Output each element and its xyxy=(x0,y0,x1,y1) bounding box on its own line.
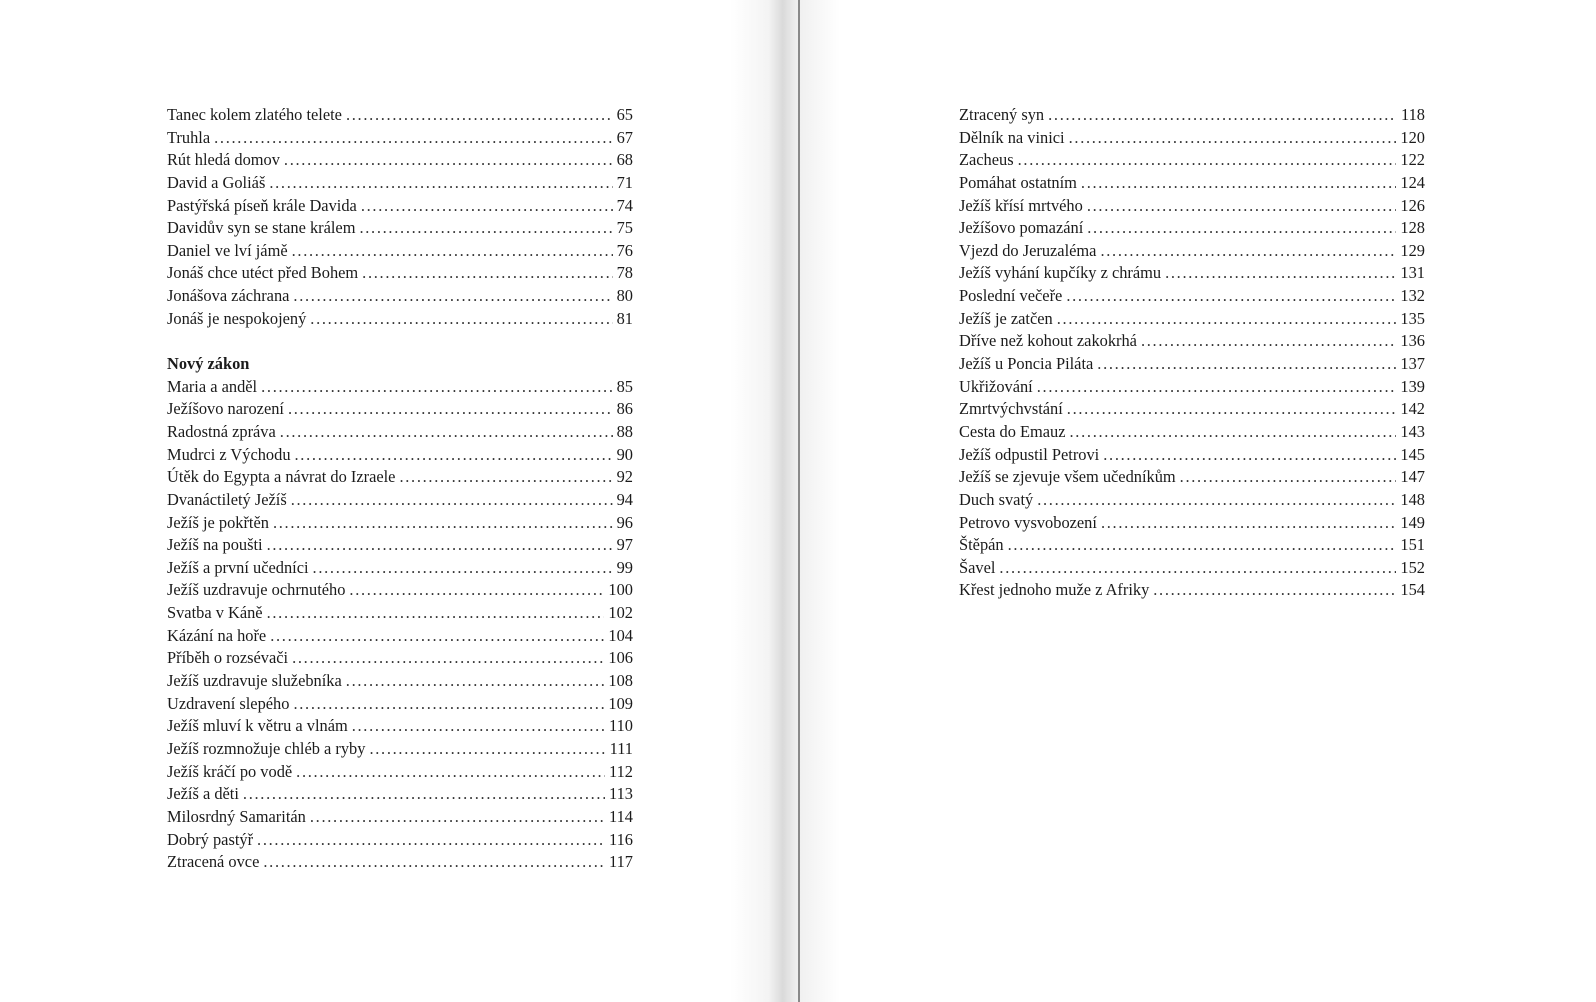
toc-entry xyxy=(167,308,633,331)
toc-dot-leader xyxy=(1153,579,1396,602)
toc-entry xyxy=(167,625,633,648)
toc-entry-title: Ježíš se zjevuje všem učedníkům xyxy=(959,467,1176,487)
toc-entry-page-number: 85 xyxy=(616,376,633,396)
toc-list-new-testament-continued xyxy=(959,104,1425,602)
toc-entry xyxy=(959,262,1425,285)
toc-dot-leader xyxy=(1057,308,1397,331)
toc-dot-leader xyxy=(1037,489,1396,512)
toc-entry-title: Ježíšovo narození xyxy=(167,399,284,419)
toc-entry xyxy=(167,761,633,784)
toc-entry-page-number: 129 xyxy=(1400,240,1425,260)
toc-entry-title: Daniel ve lví jámě xyxy=(167,240,288,260)
book-gutter-shadow xyxy=(730,0,840,1002)
toc-entry xyxy=(959,353,1425,376)
toc-entry-title: Ježíš je pokřtěn xyxy=(167,512,269,532)
toc-entry-page-number: 118 xyxy=(1401,105,1425,124)
toc-dot-leader xyxy=(1037,376,1397,399)
toc-entry-page-number: 151 xyxy=(1400,535,1425,555)
toc-entry-title: Ježíš odpustil Petrovi xyxy=(959,444,1100,464)
toc-entry-page-number: 126 xyxy=(1400,195,1425,215)
toc-entry xyxy=(959,421,1425,444)
toc-entry xyxy=(959,557,1425,580)
toc-entry xyxy=(167,240,633,263)
toc-dot-leader xyxy=(1165,262,1396,285)
toc-dot-leader xyxy=(359,217,612,240)
toc-entry xyxy=(167,670,633,693)
toc-entry xyxy=(959,149,1425,172)
toc-dot-leader xyxy=(291,489,613,512)
toc-entry-page-number: 108 xyxy=(608,671,633,691)
toc-entry xyxy=(959,104,1425,127)
toc-dot-leader xyxy=(1087,217,1396,240)
toc-entry-page-number: 116 xyxy=(609,829,633,849)
toc-entry xyxy=(167,738,633,761)
toc-entry xyxy=(959,444,1425,467)
toc-entry xyxy=(959,376,1425,399)
toc-entry-title: Rút hledá domov xyxy=(167,150,280,170)
toc-entry-page-number: 114 xyxy=(609,806,633,826)
toc-entry-title: Kázání na hoře xyxy=(167,625,267,645)
toc-entry-page-number: 78 xyxy=(616,263,633,283)
toc-entry xyxy=(959,512,1425,535)
toc-entry-title: Petrovo vysvobození xyxy=(959,512,1097,532)
toc-entry-title: Ježíš vyhání kupčíky z chrámu xyxy=(959,263,1162,283)
book-gutter-line xyxy=(798,0,800,1002)
toc-entry-title: Ježíš uzdravuje služebníka xyxy=(167,671,342,691)
right-page-toc xyxy=(959,104,1425,602)
toc-entry-title: Davidův syn se stane králem xyxy=(167,218,356,238)
toc-entry-title: Příběh o rozsévači xyxy=(167,648,289,668)
toc-entry-title: Ukřižování xyxy=(959,376,1033,396)
toc-dot-leader xyxy=(346,670,605,693)
toc-dot-leader xyxy=(1180,466,1397,489)
toc-entry-title: Svatba v Káně xyxy=(167,603,263,623)
toc-list-new-testament xyxy=(167,376,633,874)
toc-entry xyxy=(167,851,633,874)
toc-entry xyxy=(167,534,633,557)
toc-entry xyxy=(167,693,633,716)
toc-entry xyxy=(959,127,1425,150)
toc-entry-page-number: 97 xyxy=(616,535,633,555)
toc-entry-page-number: 102 xyxy=(608,603,633,623)
toc-entry-title: Zacheus xyxy=(959,150,1014,170)
toc-entry-page-number: 113 xyxy=(609,784,633,804)
toc-dot-leader xyxy=(310,308,612,331)
toc-entry-page-number: 128 xyxy=(1400,218,1425,238)
toc-entry-title: Dělník na vinici xyxy=(959,127,1065,147)
toc-entry-title: Ježíš mluví k větru a vlnám xyxy=(167,716,348,736)
toc-entry xyxy=(959,534,1425,557)
toc-entry-title: Jonášova záchrana xyxy=(167,286,290,306)
toc-dot-leader xyxy=(1067,398,1397,421)
toc-entry-title: Truhla xyxy=(167,127,211,147)
toc-entry-title: Ježíš u Poncia Piláta xyxy=(959,354,1094,374)
toc-entry xyxy=(167,376,633,399)
toc-entry-title: Ježíš na poušti xyxy=(167,535,263,555)
toc-entry-title: Uzdravení slepého xyxy=(167,693,290,713)
toc-entry-page-number: 137 xyxy=(1400,354,1425,374)
toc-dot-leader xyxy=(361,195,613,218)
toc-dot-leader xyxy=(310,806,605,829)
toc-entry xyxy=(167,421,633,444)
toc-entry-title: Útěk do Egypta a návrat do Izraele xyxy=(167,467,396,487)
toc-entry-page-number: 96 xyxy=(616,512,633,532)
toc-entry-page-number: 76 xyxy=(616,240,633,260)
toc-entry-page-number: 112 xyxy=(609,761,633,781)
toc-dot-leader xyxy=(369,738,605,761)
toc-dot-leader xyxy=(257,829,605,852)
toc-entry-title: Poslední večeře xyxy=(959,286,1063,306)
toc-entry xyxy=(167,647,633,670)
toc-entry-page-number: 110 xyxy=(609,716,633,736)
toc-dot-leader xyxy=(1100,240,1396,263)
toc-dot-leader xyxy=(295,444,613,467)
toc-dot-leader xyxy=(1141,330,1396,353)
toc-dot-leader xyxy=(280,421,613,444)
toc-dot-leader xyxy=(1103,444,1396,467)
toc-entry-page-number: 132 xyxy=(1400,286,1425,306)
toc-entry-title: Ježíš rozmnožuje chléb a ryby xyxy=(167,738,366,758)
toc-dot-leader xyxy=(1070,421,1397,444)
toc-entry-title: Ježíš a děti xyxy=(167,784,239,804)
toc-dot-leader xyxy=(267,534,613,557)
toc-entry-title: Ježíš křísí mrtvého xyxy=(959,195,1083,215)
toc-entry xyxy=(959,240,1425,263)
toc-entry-page-number: 104 xyxy=(608,625,633,645)
toc-dot-leader xyxy=(292,647,604,670)
toc-entry-title: Duch svatý xyxy=(959,489,1034,509)
toc-entry-title: Jonáš chce utéct před Bohem xyxy=(167,263,359,283)
toc-entry xyxy=(959,466,1425,489)
toc-entry-page-number: 120 xyxy=(1400,127,1425,147)
toc-entry-page-number: 143 xyxy=(1400,421,1425,441)
toc-dot-leader xyxy=(1097,353,1396,376)
toc-entry-page-number: 148 xyxy=(1400,489,1425,509)
toc-dot-leader xyxy=(1081,172,1396,195)
toc-entry-title: Jonáš je nespokojený xyxy=(167,308,307,328)
toc-entry-title: Šavel xyxy=(959,557,996,577)
toc-entry xyxy=(959,398,1425,421)
toc-dot-leader xyxy=(273,512,613,535)
toc-entry xyxy=(167,285,633,308)
toc-entry-page-number: 147 xyxy=(1400,467,1425,487)
toc-entry-title: Cesta do Emauz xyxy=(959,421,1066,441)
toc-entry-page-number: 136 xyxy=(1400,331,1425,351)
toc-entry-page-number: 139 xyxy=(1400,376,1425,396)
toc-entry xyxy=(959,195,1425,218)
toc-dot-leader xyxy=(296,761,605,784)
toc-entry-title: Pomáhat ostatním xyxy=(959,172,1077,192)
toc-entry xyxy=(167,512,633,535)
toc-entry-title: Milosrdný Samaritán xyxy=(167,806,306,826)
toc-dot-leader xyxy=(1066,285,1396,308)
toc-entry-page-number: 74 xyxy=(616,195,633,215)
toc-entry xyxy=(167,172,633,195)
toc-entry xyxy=(959,330,1425,353)
toc-entry-title: Dobrý pastýř xyxy=(167,829,254,849)
toc-dot-leader xyxy=(999,557,1396,580)
toc-entry xyxy=(167,444,633,467)
toc-dot-leader xyxy=(352,715,605,738)
toc-entry-page-number: 149 xyxy=(1400,512,1425,532)
toc-entry-title: Křest jednoho muže z Afriky xyxy=(959,580,1150,600)
toc-dot-leader xyxy=(292,240,613,263)
toc-entry-page-number: 122 xyxy=(1400,150,1425,170)
toc-dot-leader xyxy=(267,602,605,625)
toc-dot-leader xyxy=(362,262,612,285)
toc-entry-page-number: 80 xyxy=(616,286,633,306)
toc-dot-leader xyxy=(293,693,604,716)
toc-entry xyxy=(167,104,633,127)
toc-dot-leader xyxy=(1101,512,1396,535)
toc-entry-title: Zmrtvýchvstání xyxy=(959,399,1063,419)
toc-list-old-testament-end xyxy=(167,104,633,330)
toc-entry-page-number: 135 xyxy=(1400,308,1425,328)
toc-dot-leader xyxy=(261,376,613,399)
toc-entry-title: Štěpán xyxy=(959,535,1004,555)
toc-entry-title: Ježíš uzdravuje ochrnutého xyxy=(167,580,346,600)
toc-entry xyxy=(959,308,1425,331)
toc-dot-leader xyxy=(1069,127,1397,150)
toc-entry-page-number: 67 xyxy=(616,127,633,147)
toc-dot-leader xyxy=(399,466,612,489)
toc-entry-page-number: 131 xyxy=(1400,263,1425,283)
toc-dot-leader xyxy=(1008,534,1397,557)
toc-entry-page-number: 109 xyxy=(608,693,633,713)
toc-dot-leader xyxy=(263,851,605,874)
toc-dot-leader xyxy=(269,172,612,195)
toc-entry xyxy=(167,557,633,580)
toc-entry-page-number: 86 xyxy=(616,399,633,419)
toc-dot-leader xyxy=(243,783,605,806)
toc-dot-leader xyxy=(293,285,612,308)
toc-entry xyxy=(167,806,633,829)
toc-entry-page-number: 145 xyxy=(1400,444,1425,464)
toc-entry-title: Ztracená ovce xyxy=(167,852,260,872)
toc-entry xyxy=(167,127,633,150)
toc-entry-page-number: 81 xyxy=(616,308,633,328)
toc-dot-leader xyxy=(313,557,613,580)
section-heading-new-testament: Nový zákon xyxy=(167,354,250,374)
toc-entry-title: Ježíšovo pomazání xyxy=(959,218,1084,238)
toc-entry-page-number: 152 xyxy=(1400,557,1425,577)
toc-dot-leader xyxy=(284,149,613,172)
toc-entry-title: Ježíš kráčí po vodě xyxy=(167,761,293,781)
toc-entry xyxy=(167,602,633,625)
toc-entry xyxy=(167,262,633,285)
toc-entry-title: Dvanáctiletý Ježíš xyxy=(167,489,287,509)
toc-dot-leader xyxy=(288,398,613,421)
toc-entry-title: Radostná zpráva xyxy=(167,421,276,441)
toc-entry-title: Mudrci z Východu xyxy=(167,444,291,464)
toc-entry xyxy=(167,217,633,240)
toc-entry-title: Ježíš a první učedníci xyxy=(167,557,309,577)
toc-entry-title: Ztracený syn xyxy=(959,105,1045,124)
toc-dot-leader xyxy=(1018,149,1397,172)
toc-entry xyxy=(167,579,633,602)
toc-entry-page-number: 142 xyxy=(1400,399,1425,419)
toc-entry-page-number: 100 xyxy=(608,580,633,600)
toc-entry-page-number: 92 xyxy=(616,467,633,487)
toc-dot-leader xyxy=(349,579,604,602)
toc-entry-title: Maria a anděl xyxy=(167,376,258,396)
toc-entry-page-number: 71 xyxy=(616,172,633,192)
toc-dot-leader xyxy=(1048,104,1397,127)
toc-entry xyxy=(167,149,633,172)
toc-entry-page-number: 117 xyxy=(609,852,633,872)
left-page-toc xyxy=(167,104,633,874)
toc-entry-page-number: 88 xyxy=(616,421,633,441)
toc-dot-leader xyxy=(1087,195,1397,218)
toc-entry-page-number: 154 xyxy=(1400,580,1425,600)
toc-entry-title: Pastýřská píseň krále Davida xyxy=(167,195,357,215)
toc-entry-page-number: 94 xyxy=(616,489,633,509)
toc-entry-page-number: 124 xyxy=(1400,172,1425,192)
toc-entry-page-number: 75 xyxy=(616,218,633,238)
toc-entry-title: Vjezd do Jeruzaléma xyxy=(959,240,1097,260)
toc-entry xyxy=(167,195,633,218)
toc-entry xyxy=(167,466,633,489)
toc-dot-leader xyxy=(346,104,613,127)
toc-entry-page-number: 65 xyxy=(616,105,633,124)
toc-entry xyxy=(167,489,633,512)
toc-entry xyxy=(167,829,633,852)
toc-entry xyxy=(959,579,1425,602)
toc-entry xyxy=(167,783,633,806)
toc-entry-title: Tanec kolem zlatého telete xyxy=(167,105,342,124)
toc-entry xyxy=(167,398,633,421)
toc-dot-leader xyxy=(270,625,604,648)
toc-entry xyxy=(167,715,633,738)
toc-entry-title: David a Goliáš xyxy=(167,172,266,192)
toc-entry-page-number: 90 xyxy=(616,444,633,464)
toc-entry xyxy=(959,172,1425,195)
toc-entry-title: Dříve než kohout zakokrhá xyxy=(959,331,1137,351)
toc-entry xyxy=(959,217,1425,240)
toc-entry-page-number: 68 xyxy=(616,150,633,170)
toc-entry-page-number: 111 xyxy=(609,738,633,758)
toc-dot-leader xyxy=(214,127,612,150)
toc-entry-title: Ježíš je zatčen xyxy=(959,308,1053,328)
toc-entry xyxy=(959,285,1425,308)
toc-entry xyxy=(959,489,1425,512)
toc-entry-page-number: 99 xyxy=(616,557,633,577)
toc-entry-page-number: 106 xyxy=(608,648,633,668)
